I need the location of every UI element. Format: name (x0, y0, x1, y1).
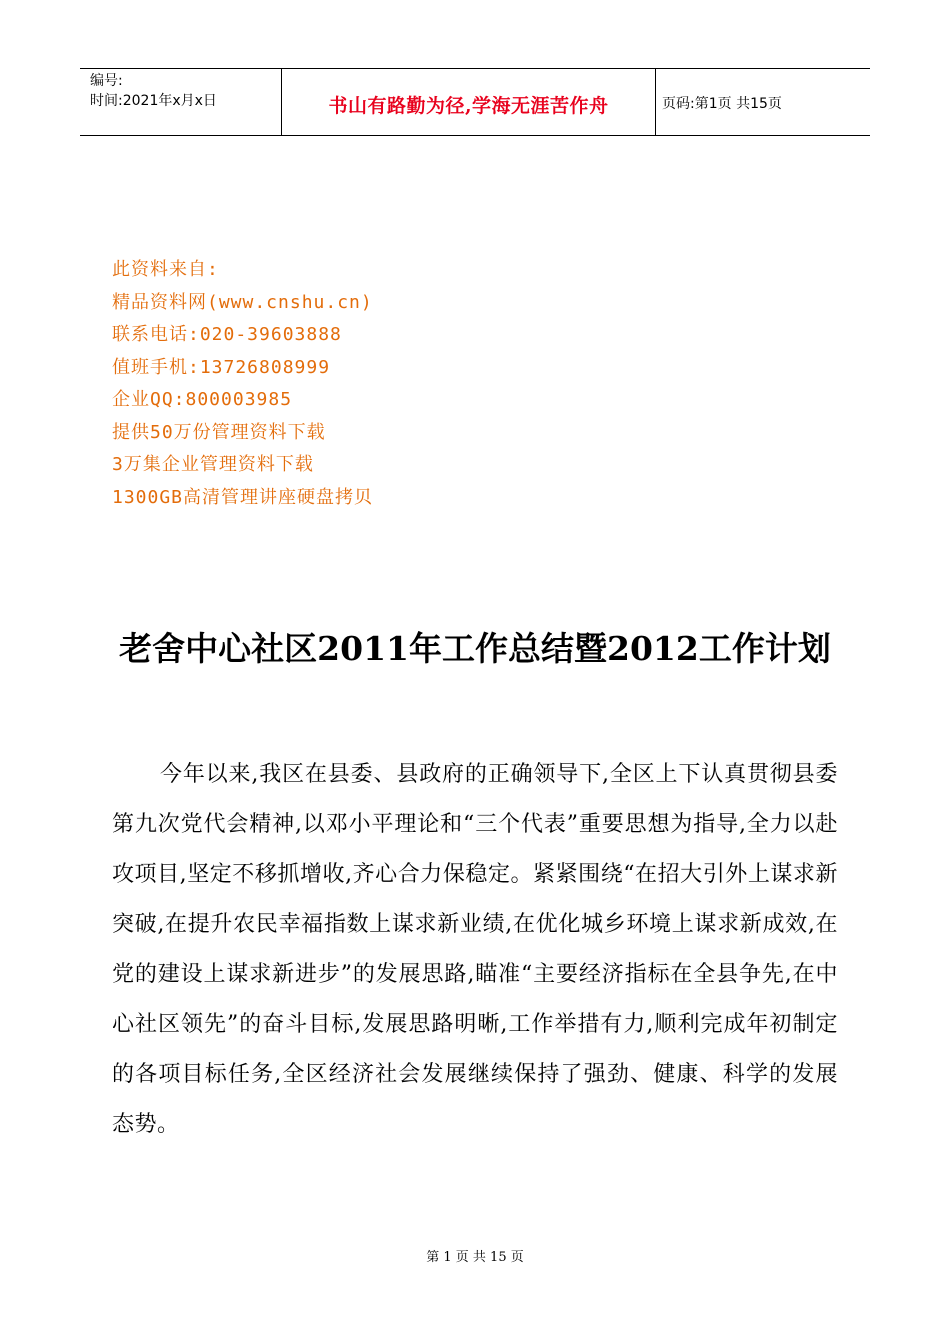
header-motto: 书山有路勤为径,学海无涯苦作舟 (282, 69, 656, 135)
date-label: 时间:2021年x月x日 (90, 93, 217, 109)
header-page-info: 页码:第1页 共15页 (662, 96, 782, 112)
number-label: 编号: (90, 73, 123, 89)
source-line: 值班手机:13726808999 (112, 356, 331, 378)
page-header (80, 68, 870, 136)
source-line: 企业QQ:800003985 (112, 389, 293, 410)
source-line: 联系电话:020-39603888 (112, 324, 342, 345)
source-line: 提供50万份管理资料下载 (112, 421, 326, 443)
source-line: 1300GB高清管理讲座硬盘拷贝 (112, 486, 374, 508)
source-line: 精品资料网(www.cnshu.cn) (112, 291, 373, 313)
page-footer: 第 1 页 共 15 页 (426, 1250, 524, 1265)
header-meta (80, 69, 282, 135)
source-line: 3万集企业管理资料下载 (112, 454, 314, 475)
document-title: 老舍中心社区2011年工作总结暨2012工作计划 (119, 629, 831, 668)
source-info (112, 254, 373, 514)
body-paragraph: 今年以来,我区在县委、县政府的正确领导下,全区上下认真贯彻县委第九次党代会精神,以邓小平理论和“三个代表”重要思想为指导,全力以赴攻项目,坚定不移抓增收,齐心合力保稳定。紧紧围绕“在招大引外上谋求新突破,在提升农民幸福指数上谋求新业绩,在优化城乡环境上谋求新成效,在党的建设上谋求新进步”的发展思路,瞄准“主要经济指标在全县争先,在中心社区领先”的奋斗目标,发展思路明晰,工作举措有力,顺利完成年初制定的各项目标任务,全区经济社会发展继续保持了强劲、健康、科学的发展态势。 (112, 762, 838, 1137)
source-line: 此资料来自: (112, 259, 219, 280)
